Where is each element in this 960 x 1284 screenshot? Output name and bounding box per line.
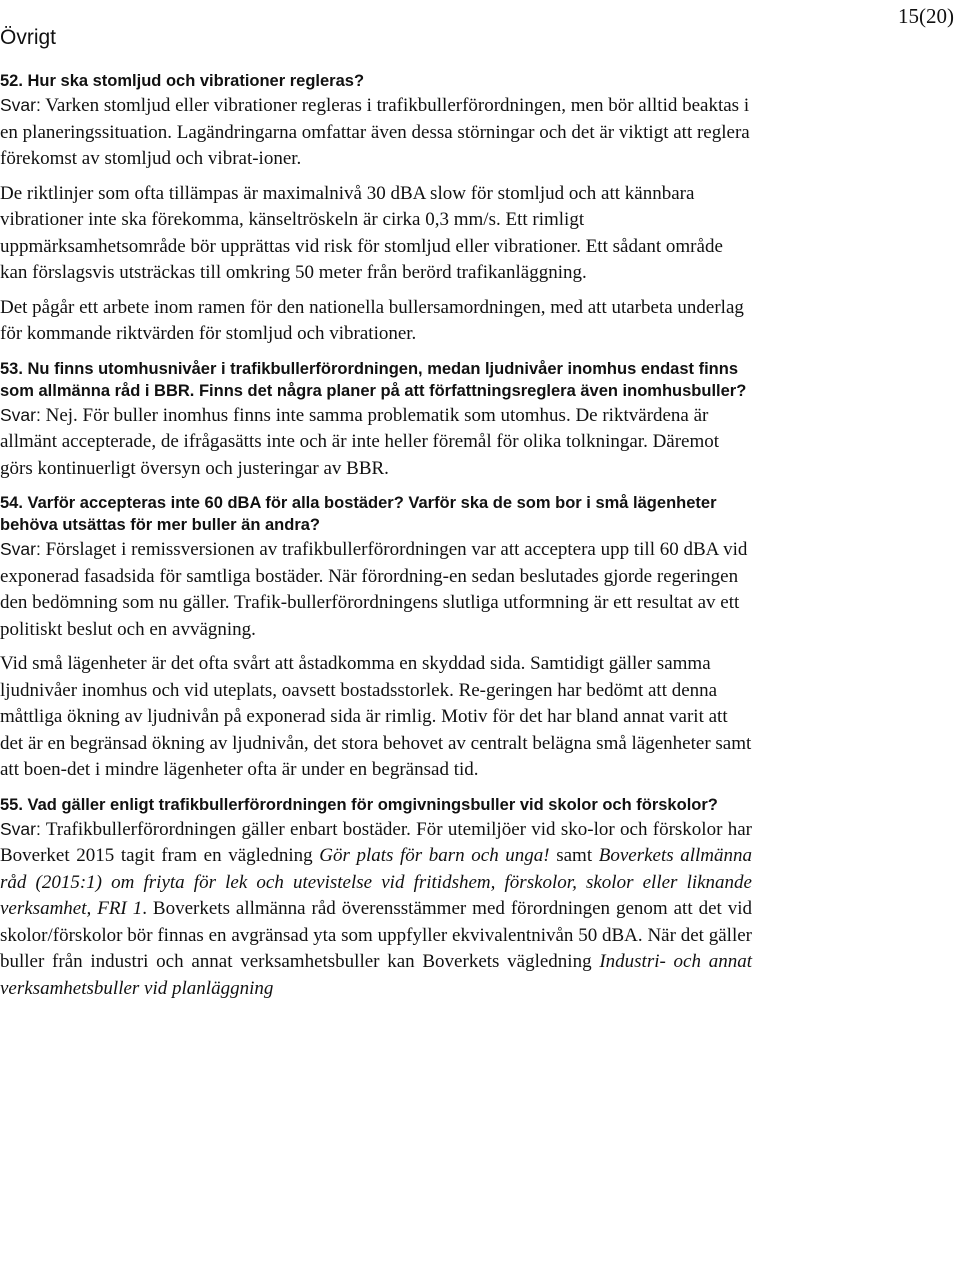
title-industri: Industri- och annat verksamhetsbuller vid planläggning (0, 951, 752, 999)
answer-label: Svar: (0, 95, 41, 115)
title-allmanna-rad: Boverkets allmänna råd (2015:1) om friyta för lek och utevistelse vid fritidshem, förskolor, skolor eller liknande verksamhet, FRI 1 (0, 845, 753, 919)
answer-label: Svar: (0, 818, 41, 839)
question-55: 55. Vad gäller enligt trafikbullerförordningen för omgivningsbuller vid skolor och förskolor? (0, 795, 718, 814)
answer-55 (0, 816, 752, 1003)
question-53: 53. Nu finns utomhusnivåer i trafikbullerförordningen, medan ljudnivåer inomhus endast finns som allmänna råd i BBR. Finns det några planer på att författningsreglera även inomhusbuller? (0, 359, 747, 400)
title-gor-plats: Gör plats för barn och unga! (319, 845, 550, 866)
answer-55-text-c: . Boverkets allmänna råd överensstämmer med förordningen genom att det vid skolor/förskolor bör finnas en avgränsad yta som uppfyller ekvivalentnivån 50 dBA. När det gäller buller från industri och annat verksamhetsbuller kan Boverkets vägledning (0, 898, 753, 972)
answer-52-text: Varken stomljud eller vibrationer regleras i trafikbullerförordningen, men bör alltid beaktas i en planeringssituation. Lagändringarna omfattar även dessa störningar och det är viktigt att reglera förekomst av stomljud och vibrat-ioner. (0, 95, 750, 169)
answer-label: Svar: (0, 539, 41, 559)
answer-54-text: Förslaget i remissversionen av trafikbullerförordningen var att acceptera upp till 60 dBA vid exponerad fasadsida för samtliga bostäder. När förordning-en sedan beslutades gjorde regeringen den bedömning som nu gäller. Trafik-bullerförordningens slutliga utformning är ett resultat av ett politiskt beslut och en avvägning. (0, 539, 748, 640)
answer-53-text: Nej. För buller inomhus finns inte samma problematik som utomhus. De riktvärdena är allmänt accepterade, de ifrågasätts inte och är inte heller föremål för olika tolkningar. Däremot görs kontinuerligt översyn och justeringar av BBR. (0, 404, 720, 479)
question-54: 54. Varför accepteras inte 60 dBA för alla bostäder? Varför ska de som bor i små lägenheter behöva utsättas för mer buller än andra? (0, 494, 717, 534)
document-body (0, 70, 752, 1002)
answer-55-text-a: Trafikbullerförordningen gäller enbart bostäder. För utemiljöer vid sko-lor och förskolor har Boverket 2015 tagit fram en vägledning (0, 818, 752, 866)
section-header: Övrigt (0, 26, 57, 49)
answer-53 (0, 402, 752, 483)
question-52: 52. Hur ska stomljud och vibrationer regleras? (0, 72, 365, 90)
answer-55-text-b: samt (549, 845, 599, 866)
page-number: 15(20) (898, 4, 954, 28)
paragraph-52-2: De riktlinjer som ofta tillämpas är maximalnivå 30 dBA slow för stomljud och att kännbara vibrationer inte ska förekomma, känseltröskeln är cirka 0,3 mm/s. Ett rimligt uppmärksamhetsområde bör upprättas vid risk för stomljud eller vibrationer. Ett sådant område kan förslagsvis utsträckas till omkring 50 meter från berörd trafikanläggning. (0, 182, 723, 283)
answer-label: Svar: (0, 404, 41, 425)
paragraph-52-3: Det pågår ett arbete inom ramen för den nationella bullersamordningen, med att utarbeta underlag för kommande riktvärden för stomljud och vibrationer. (0, 296, 744, 344)
answer-54 (0, 536, 752, 643)
answer-52 (0, 92, 752, 173)
paragraph-54-2: Vid små lägenheter är det ofta svårt att åstadkomma en skyddad sida. Samtidigt gäller samma ljudnivåer inomhus och vid uteplats, oavsett bostadsstorlek. Re-geringen har bedömt att denna måttliga ökning av ljudnivån på exponerad sida är rimlig. Motiv för det har bland annat varit att det är en begränsad ökning av ljudnivån, det stora behovet av centralt belägna små lägenheter samt att boen-det i mindre lägenheter ofta är under en begränsad tid. (0, 653, 752, 780)
